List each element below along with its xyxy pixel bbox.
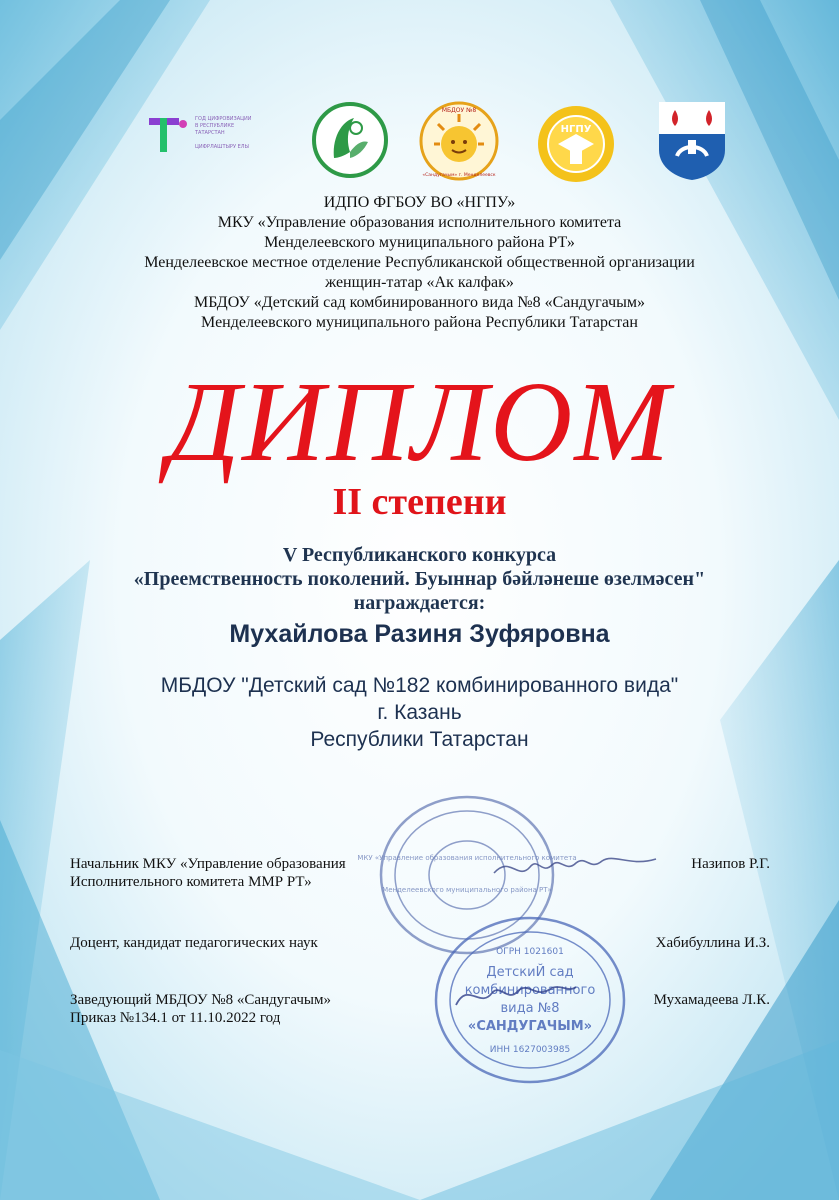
- svg-text:НГПУ: НГПУ: [560, 124, 592, 135]
- header-line: МБДОУ «Детский сад комбинированного вида №8 «Сандугачым»: [193, 294, 646, 311]
- svg-text:ГОД ЦИФРОВИЗАЦИИ: ГОД ЦИФРОВИЗАЦИИ: [195, 116, 252, 122]
- contest-line: V Республиканского конкурса: [282, 544, 557, 566]
- recipient-organization: [0, 672, 839, 753]
- svg-text:ДетскиЙ сад: ДетскиЙ сад: [486, 965, 574, 980]
- signature-nazipov: [490, 845, 660, 885]
- organization-name: МБДОУ "Детский сад №182 комбинированного вида": [160, 674, 679, 697]
- signer-name: Хабибуллина И.З.: [655, 935, 770, 951]
- signer-name: Назипов Р.Г.: [691, 856, 770, 872]
- signer-name: Мухамадеева Л.К.: [653, 992, 770, 1008]
- header-line: Менделеевское местное отделение Республиканской общественной организации: [144, 254, 695, 271]
- svg-text:ТАТАРСТАН: ТАТАРСТАН: [195, 130, 225, 136]
- recipient-name: Мухайлова Разиня Зуфяровна: [229, 620, 610, 648]
- mendeleevsk-coat-of-arms: [657, 100, 727, 182]
- signer-position: Начальник МКУ «Управление образования Исполнительного комитета ММР РТ»: [70, 856, 346, 890]
- svg-text:комбинированного: комбинированного: [464, 983, 596, 998]
- svg-text:Менделеевского муниципального: Менделеевского муниципального района РТ»: [382, 886, 552, 894]
- organizers-header: [60, 193, 779, 333]
- svg-text:ЦИФРЛАШТЫРУ ЕЛЫ: ЦИФРЛАШТЫРУ ЕЛЫ: [195, 144, 249, 150]
- signature-mukhamadeeva: [450, 975, 580, 1015]
- kindergarten-sandugachym-logo: [418, 100, 500, 182]
- svg-text:В РЕСПУБЛИКЕ: В РЕСПУБЛИКЕ: [195, 123, 235, 129]
- svg-text:МКУ «Управление образования ис: МКУ «Управление образования исполнительного комитета: [357, 854, 577, 862]
- svg-text:ИНН 1627003985: ИНН 1627003985: [489, 1045, 571, 1055]
- signer-position: Доцент, кандидат педагогических наук: [70, 935, 318, 951]
- header-line: Менделеевского муниципального района РТ»: [264, 234, 575, 251]
- contest-block: [40, 543, 799, 615]
- organization-region: Республики Татарстан: [310, 728, 529, 751]
- svg-text:МБДОУ №8: МБДОУ №8: [441, 107, 477, 114]
- tatarstan-digitization-logo: [145, 112, 280, 162]
- signer-position: Заведующий МБДОУ №8 «Сандугачым» Приказ №134.1 от 11.10.2022 год: [70, 992, 331, 1026]
- awarded-label: награждается:: [353, 592, 486, 614]
- svg-text:вида №8: вида №8: [500, 1001, 560, 1016]
- order-number: Приказ №134.1 от 11.10.2022 год: [70, 1010, 281, 1026]
- header-line: Менделеевского муниципального района Республики Татарстан: [201, 314, 638, 331]
- organization-city: г. Казань: [377, 701, 462, 724]
- diploma-degree: II степени: [332, 481, 507, 523]
- header-line: женщин-татар «Ак калфак»: [325, 274, 514, 291]
- header-line: МКУ «Управление образования исполнительного комитета: [217, 214, 622, 231]
- contest-name: «Преемственность поколений. Буыннар бәйләнеше өзелмәсен": [133, 568, 706, 590]
- diploma-title: ДИПЛОМ: [167, 358, 672, 485]
- ak-kalfak-logo: [310, 100, 390, 180]
- svg-text:ОГРН 1021601: ОГРН 1021601: [496, 947, 564, 957]
- ngpu-logo: [536, 104, 616, 184]
- header-line: ИДПО ФГБОУ ВО «НГПУ»: [323, 194, 516, 211]
- svg-text:«САНДУГАЧЫМ»: «САНДУГАЧЫМ»: [467, 1019, 593, 1034]
- svg-text:«Сандугачым» г. Менделеевск: «Сандугачым» г. Менделеевск: [422, 173, 496, 178]
